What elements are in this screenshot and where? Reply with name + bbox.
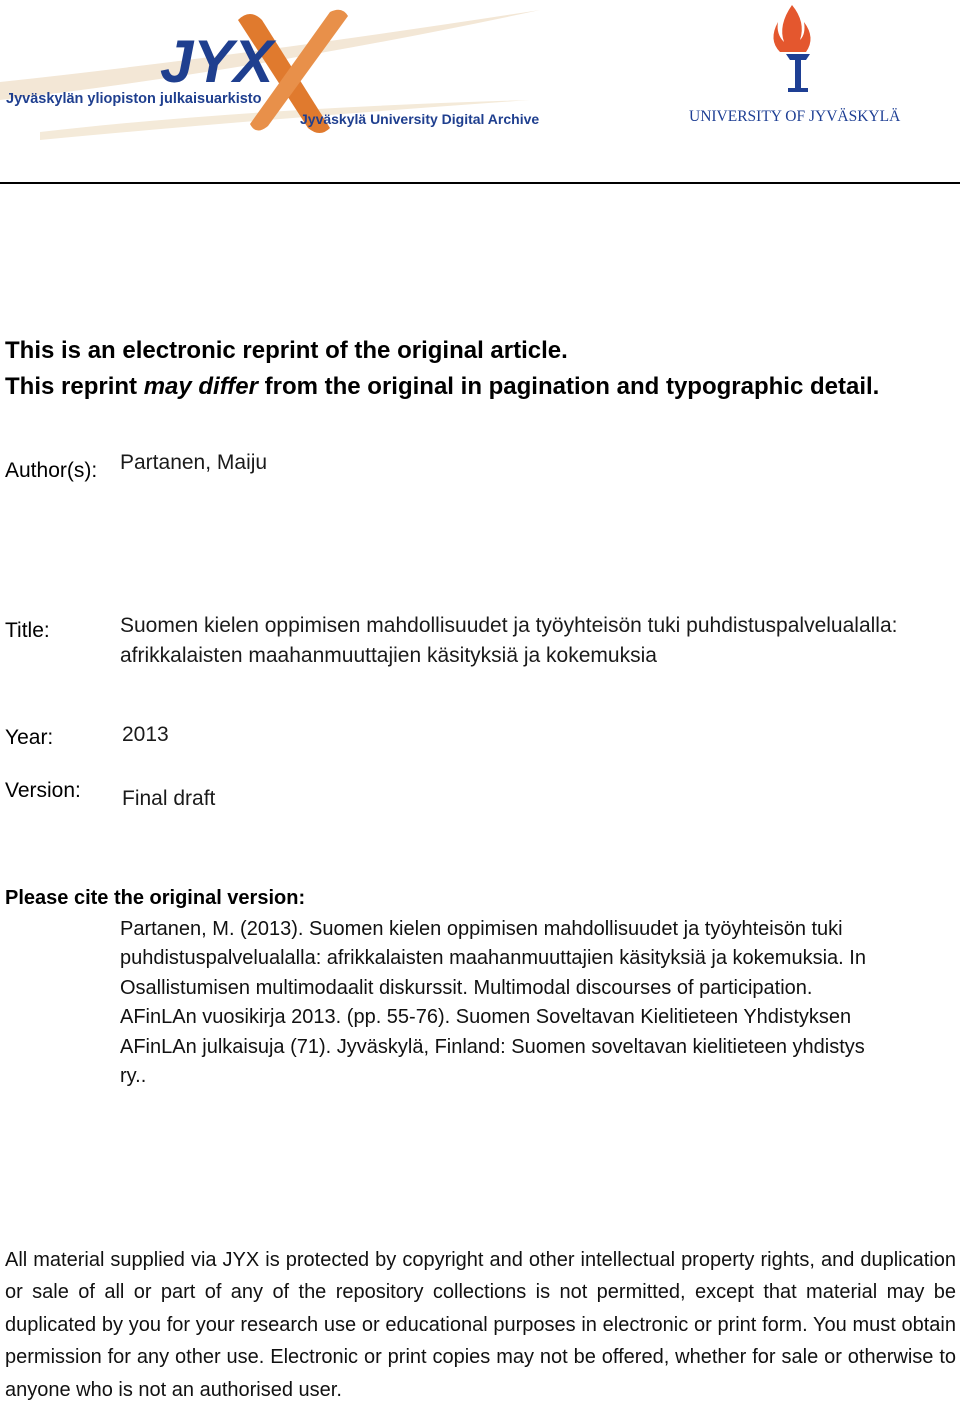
citation-heading: Please cite the original version: (5, 887, 306, 909)
title-value-line2: afrikkalaisten maahanmuuttajien käsityksiä ja kokemuksia (120, 644, 657, 667)
title-label: Title: (5, 619, 50, 642)
citation-line: AFinLAn vuosikirja 2013. (pp. 55-76). Suomen Soveltavan Kielitieteen Yhdistyksen (120, 1006, 852, 1029)
reprint-notice-line2 (5, 372, 879, 402)
citation-line: ry.. (120, 1065, 147, 1088)
version-label: Version: (5, 779, 81, 802)
author-value: Partanen, Maiju (120, 451, 268, 474)
citation-block (120, 915, 920, 1091)
version-value: Final draft (122, 787, 216, 810)
citation-line: Partanen, M. (2013). Suomen kielen oppimisen mahdollisuudet ja työyhteisön tuki (120, 918, 843, 940)
notice-emphasis: may differ (143, 373, 258, 400)
citation-line: Osallistumisen multimodaalit diskurssit. Multimodal discourses of participation. (120, 976, 813, 999)
citation-line: AFinLAn julkaisuja (71). Jyväskylä, Finland: Suomen soveltavan kielitieteen yhdistys (120, 1035, 865, 1058)
citation-line: puhdistuspalvelualalla: afrikkalaisten maahanmuuttajien käsityksiä ja kokemuksia. In (120, 947, 866, 970)
jyx-wordmark: JYX (160, 28, 274, 95)
author-label: Author(s): (5, 459, 98, 482)
jyx-tagline-en: Jyväskylä University Digital Archive (300, 111, 540, 127)
torch-icon (773, 5, 810, 92)
notice-text: This reprint (5, 373, 144, 400)
year-label: Year: (5, 726, 54, 749)
jyx-logo (0, 0, 560, 145)
notice-text: from the original in pagination and typographic detail. (257, 373, 880, 400)
copyright-notice: All material supplied via JYX is protected by copyright and other intellectual property rights, and duplication or sale of all or part of any of the repository collections is not permitted, except that material may be duplicated by you for your research use or educational purposes in electronic or print form. You must obtain permission for any other use. Electronic or print copies may not be offered, whether for sale or otherwise to anyone who is not an authorised user. (5, 1249, 956, 1401)
header-divider (0, 182, 960, 184)
reprint-notice-line1: This is an electronic reprint of the original article. (5, 337, 568, 364)
year-value: 2013 (122, 723, 169, 746)
university-logo (680, 0, 910, 130)
jyx-tagline-fi: Jyväskylän yliopiston julkaisuarkisto (6, 91, 262, 107)
title-value-line1: Suomen kielen oppimisen mahdollisuudet ja työyhteisön tuki puhdistuspalvelualalla: (120, 614, 898, 637)
university-name: UNIVERSITY OF JYVÄSKYLÄ (689, 108, 901, 125)
